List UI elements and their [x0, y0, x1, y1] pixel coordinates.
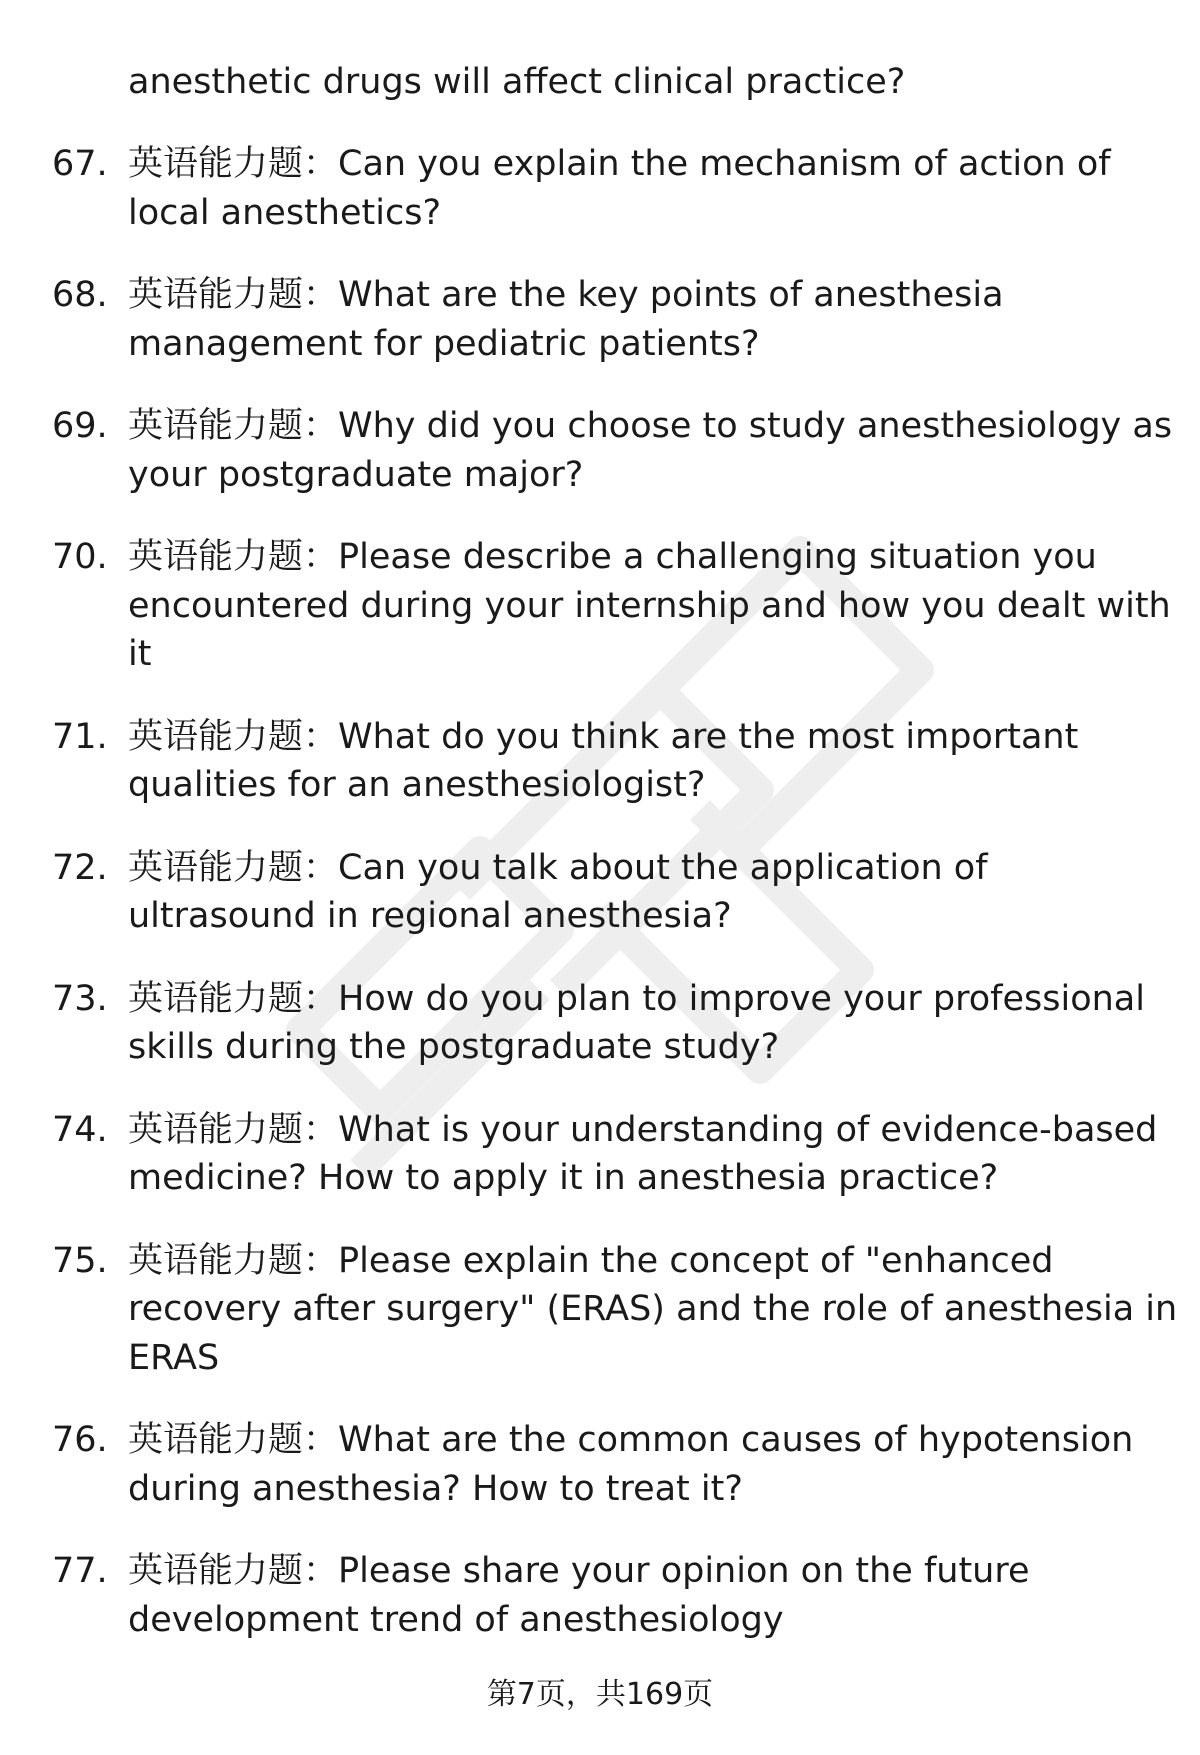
- question-item: [0, 140, 1200, 237]
- question-number: 68.: [52, 275, 108, 315]
- question-number: 75.: [52, 1240, 108, 1281]
- question-item: [0, 402, 1200, 499]
- question-text: What are the key points of anesthesia management for pediatric patients?: [128, 275, 1004, 364]
- question-item: [0, 533, 1200, 679]
- question-category-label: 英语能力题：: [128, 1240, 339, 1281]
- question-text: How do you plan to improve your professional skills during the postgraduate study?: [128, 978, 1145, 1067]
- question-text: Can you explain the mechanism of action of local anesthetics?: [128, 144, 1111, 233]
- question-number: 72.: [52, 847, 108, 888]
- question-item: [0, 975, 1200, 1072]
- question-number: 74.: [52, 1109, 108, 1150]
- question-category-label: 英语能力题：: [128, 1551, 339, 1591]
- question-category-label: 英语能力题：: [128, 847, 339, 888]
- question-category-label: 英语能力题：: [128, 978, 339, 1019]
- question-item: [0, 271, 1200, 368]
- question-text: Can you talk about the application of ultrasound in regional anesthesia?: [128, 847, 988, 936]
- continuation-text: anesthetic drugs will affect clinical practice?: [128, 62, 906, 102]
- question-category-label: 英语能力题：: [128, 144, 339, 184]
- question-category-label: 英语能力题：: [128, 406, 339, 446]
- question-category-label: 英语能力题：: [128, 275, 339, 315]
- question-number: 70.: [52, 537, 108, 577]
- question-text: Please describe a challenging situation you encountered during your internship and how you dealt with it: [128, 537, 1171, 674]
- question-item: [0, 844, 1200, 941]
- question-item: [0, 1106, 1200, 1203]
- question-number: 77.: [52, 1551, 108, 1591]
- question-item: [0, 1547, 1200, 1644]
- question-number: 73.: [52, 978, 108, 1019]
- question-item: [0, 1237, 1200, 1383]
- question-category-label: 英语能力题：: [128, 537, 339, 577]
- question-number: 76.: [52, 1420, 108, 1460]
- question-item: [0, 713, 1200, 810]
- question-text: Please share your opinion on the future development trend of anesthesiology: [128, 1551, 1030, 1640]
- question-number: 67.: [52, 144, 108, 184]
- question-text: What are the common causes of hypotension during anesthesia? How to treat it?: [128, 1420, 1134, 1509]
- question-item: [0, 1416, 1200, 1513]
- question-category-label: 英语能力题：: [128, 716, 339, 757]
- question-text: Why did you choose to study anesthesiology as your postgraduate major?: [128, 406, 1173, 495]
- question-list: [0, 140, 1200, 1678]
- question-text: Please explain the concept of "enhanced recovery after surgery" (ERAS) and the role of anesthesia in ERAS: [128, 1240, 1178, 1378]
- question-text: What is your understanding of evidence-based medicine? How to apply it in anesthesia practice?: [128, 1109, 1158, 1198]
- question-number: 69.: [52, 406, 108, 446]
- question-category-label: 英语能力题：: [128, 1420, 339, 1460]
- question-text: What do you think are the most important qualities for an anesthesiologist?: [128, 716, 1079, 805]
- question-category-label: 英语能力题：: [128, 1109, 339, 1150]
- question-number: 71.: [52, 716, 108, 757]
- page-footer: 第7页，共169页: [486, 1677, 714, 1712]
